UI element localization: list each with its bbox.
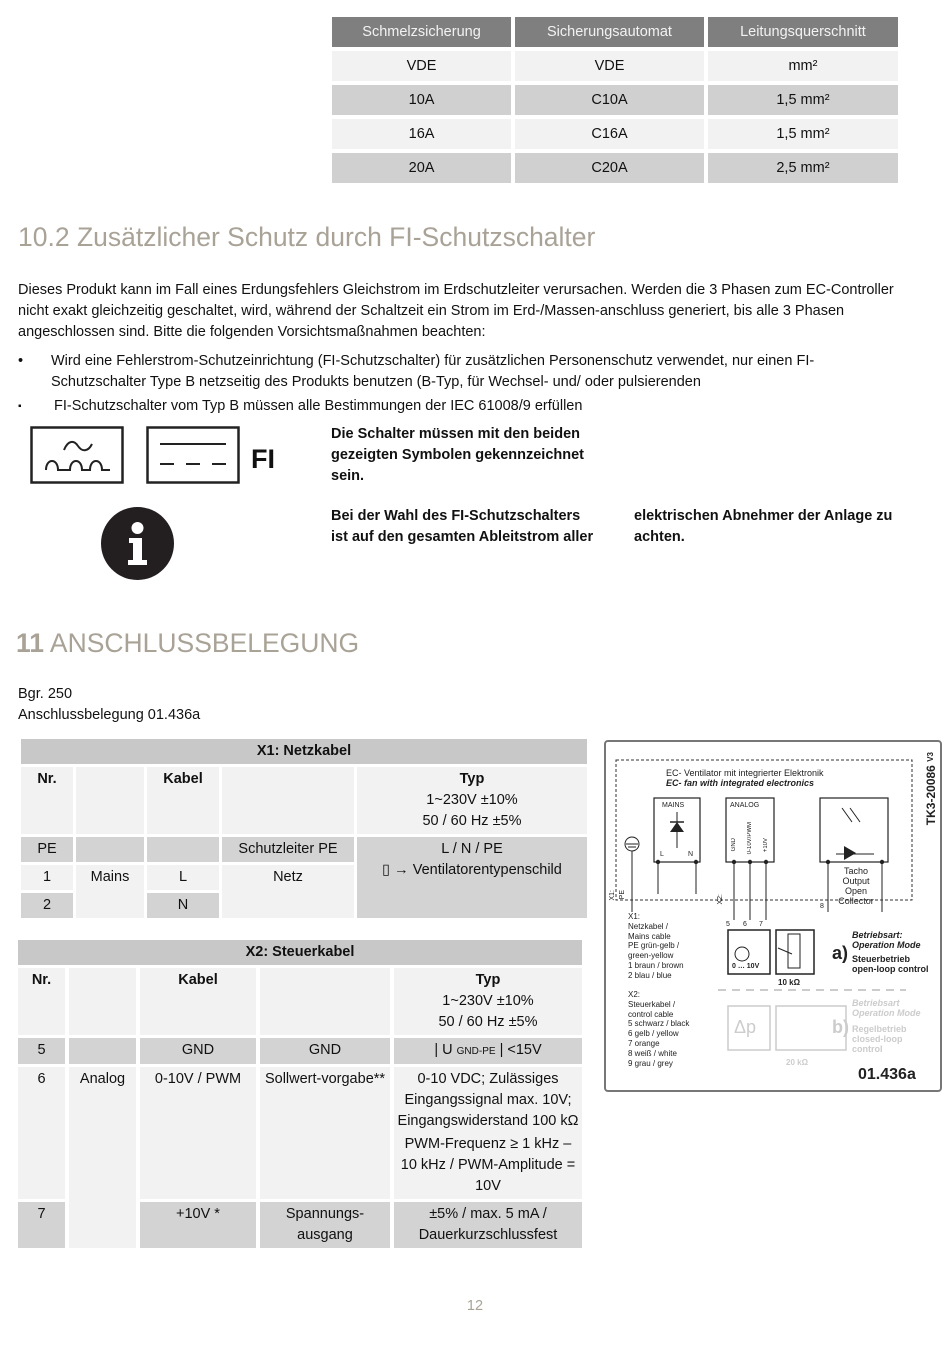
x2-header-typ: Typ 1~230V ±10% 50 / 60 Hz ±5%	[394, 968, 582, 1035]
table-cell: N	[147, 893, 219, 918]
dc-symbol-icon	[146, 426, 241, 484]
legend-x1: X1: Netzkabel / Mains cable PE grün-gelb / green-yellow 1 braun / brown 2 blau / blue	[628, 912, 684, 980]
table-cell	[76, 837, 144, 862]
table-cell: +10V *	[140, 1202, 256, 1248]
section-heading-10-2: 10.2 Zusätzlicher Schutz durch FI-Schutzschalter	[18, 222, 596, 252]
terminal-7: 7	[759, 921, 763, 928]
table-cell: 6	[18, 1067, 65, 1199]
pot-range-label: 0 … 10V	[732, 963, 760, 970]
table-cell: C16A	[515, 119, 704, 149]
pot-10k-label: 10 kΩ	[778, 978, 800, 987]
analog-label: ANALOG	[730, 802, 760, 809]
page-number: 12	[466, 1298, 484, 1314]
n-label: N	[688, 851, 694, 858]
table-cell	[222, 767, 354, 834]
table-cell: 2,5 mm²	[708, 153, 898, 183]
table-cell: 1,5 mm²	[708, 85, 898, 115]
table-cell: 0-10 VDC; Zulässiges Eingangssignal max. 10V; Eingangswiderstand 100 kΩ PWM-Frequenz ≥ 1 kHz – 10 kHz / PWM-Amplitude = 10V	[394, 1067, 582, 1199]
table-cell: 1,5 mm²	[708, 119, 898, 149]
pot-20k-label: 20 kΩ	[786, 1058, 808, 1067]
x2-header-kabel: Kabel	[140, 968, 256, 1035]
x1-header-nr: Nr.	[21, 767, 73, 834]
table-cell: Analog	[69, 1067, 136, 1248]
fuse-header-automat: Sicherungsautomat	[515, 17, 704, 47]
table-cell: Mains	[76, 865, 144, 918]
mode-b-desc: Regelbetrieb closed-loop control	[852, 1024, 907, 1054]
x1-header-kabel: Kabel	[147, 767, 219, 834]
table-cell	[69, 968, 136, 1035]
table-row	[332, 85, 898, 115]
table-cell	[76, 767, 144, 834]
mains-label: MAINS	[662, 802, 685, 809]
table-cell: VDE	[515, 51, 704, 81]
pwm-label: 0-10V/PWM	[747, 822, 753, 855]
x1-title: X1: Netzkabel	[21, 739, 587, 764]
table-cell: 2	[21, 893, 73, 918]
wiring-diagram	[604, 740, 942, 1092]
table-cell	[147, 837, 219, 862]
table-cell: C10A	[515, 85, 704, 115]
table-cell: 10A	[332, 85, 511, 115]
leakage-note-right: elektrischen Abnehmer der Anlage zu achten.	[634, 508, 893, 545]
table-row	[332, 51, 898, 81]
x2-label: X2:	[717, 894, 724, 905]
section-heading-11	[16, 628, 359, 659]
tacho-label: Tacho Output Open Collector	[838, 866, 874, 906]
terminal-8: 8	[820, 903, 824, 910]
diagram-code: 01.436a	[858, 1066, 916, 1083]
table-cell: VDE	[332, 51, 511, 81]
plus10-label: +10V	[763, 838, 769, 853]
table-cell: Sollwert-vorgabe**	[260, 1067, 390, 1199]
section-number: 11	[16, 628, 45, 658]
info-icon	[101, 507, 174, 580]
table-cell: C20A	[515, 153, 704, 183]
leakage-note-left: Bei der Wahl des FI-Schutzschalters ist auf den gesamten Ableitstrom aller	[331, 508, 594, 545]
ac-pulse-symbol-icon	[30, 426, 125, 484]
terminal-6: 6	[743, 921, 747, 928]
bullet-text: Wird eine Fehlerstrom-Schutzeinrichtung (FI-Schutzschalter) für zusätzlichen Personenschutz verwendet, nur einen FI-Schutzschalter Type B netzseitig des Produkts benutzen (B-Typ, für Wechsel- und/ oder pulsierenden	[51, 353, 815, 390]
table-cell: mm²	[708, 51, 898, 81]
x1-header-typ: Typ 1~230V ±10% 50 / 60 Hz ±5%	[357, 767, 587, 834]
diagram-title-de: EC- Ventilator mit integrierter Elektronik	[666, 768, 824, 778]
mode-b-title: Betriebsart Operation Mode	[852, 998, 921, 1018]
table-cell: Spannungs-ausgang	[260, 1202, 390, 1248]
mode-a-title: Betriebsart: Operation Mode	[852, 930, 921, 950]
fuse-table	[328, 13, 902, 187]
symbols-note: Die Schalter müssen mit den beiden gezeigten Symbolen gekennzeichnet sein.	[331, 426, 584, 484]
diagram-title-en: EC- fan with integrated electronics	[666, 778, 815, 788]
mode-a-label: a)	[832, 943, 849, 963]
terminal-5: 5	[726, 921, 730, 928]
assignment-line: Anschlussbelegung 01.436a	[18, 707, 201, 723]
model-line: Bgr. 250	[18, 686, 73, 702]
bullet-marker: ▪	[18, 401, 22, 412]
intro-paragraph: Dieses Produkt kann im Fall eines Erdungsfehlers Gleichstrom im Erdschutzleiter verursachen. Werden die 3 Phasen zum EC-Controller nicht exakt gleichzeitig geschaltet, wird, während der Schaltzeit ein Strom im Erd-/Massen-anschluss generiert, bis alle 3 Phasen angeschlossen sind. Bitte die folgenden Vorsichtsmaßnahmen beachten:	[18, 282, 894, 340]
table-row	[332, 119, 898, 149]
table-cell: 7	[18, 1202, 65, 1248]
gnd-label: GND	[731, 838, 737, 852]
x1-label: X1:	[609, 890, 616, 901]
table-cell: 20A	[332, 153, 511, 183]
pe-label: PE	[619, 890, 626, 900]
table-cell: PE	[21, 837, 73, 862]
table-cell: L	[147, 865, 219, 890]
bullet-marker: •	[18, 353, 24, 369]
table-cell	[69, 1038, 136, 1064]
section-title: ANSCHLUSSBELEGUNG	[49, 628, 360, 658]
dp-label: Δp	[734, 1017, 757, 1037]
mode-a-desc: Steuerbetrieb open-loop control	[852, 954, 929, 974]
fi-label: FI	[251, 444, 275, 474]
table-cell: 1	[21, 865, 73, 890]
bullet-text: FI-Schutzschalter vom Typ B müssen alle Bestimmungen der IEC 61008/9 erfüllen	[54, 398, 583, 414]
table-cell: GND	[140, 1038, 256, 1064]
table-cell: Netz	[222, 865, 354, 918]
legend-x2: X2: Steuerkabel / control cable 5 schwarz / black 6 gelb / yellow 7 orange 8 weiß / white 9 grau / grey	[628, 990, 690, 1068]
fuse-header-schmelz: Schmelzsicherung	[332, 17, 511, 47]
table-cell: GND	[260, 1038, 390, 1064]
x2-table	[14, 937, 586, 1251]
table-cell: ±5% / max. 5 mA / Dauerkurzschlussfest	[394, 1202, 582, 1248]
x2-title: X2: Steuerkabel	[18, 940, 582, 965]
x1-table	[18, 736, 590, 921]
table-cell: 0-10V / PWM	[140, 1067, 256, 1199]
table-row	[332, 153, 898, 183]
table-cell: 5	[18, 1038, 65, 1064]
table-cell: 16A	[332, 119, 511, 149]
fuse-header-querschnitt: Leitungsquerschnitt	[708, 17, 898, 47]
l-label: L	[660, 851, 664, 858]
x1-typ-detail: L / N / PE ▯ → Ventilatorentypenschild	[357, 837, 587, 918]
table-cell: Schutzleiter PE	[222, 837, 354, 862]
mode-b-label: b)	[832, 1017, 849, 1037]
table-cell	[260, 968, 390, 1035]
table-cell: | U GND-PE | <15V	[394, 1038, 582, 1064]
diagram-code-vertical: TK3-20086 V3	[924, 752, 938, 826]
x2-header-nr: Nr.	[18, 968, 65, 1035]
